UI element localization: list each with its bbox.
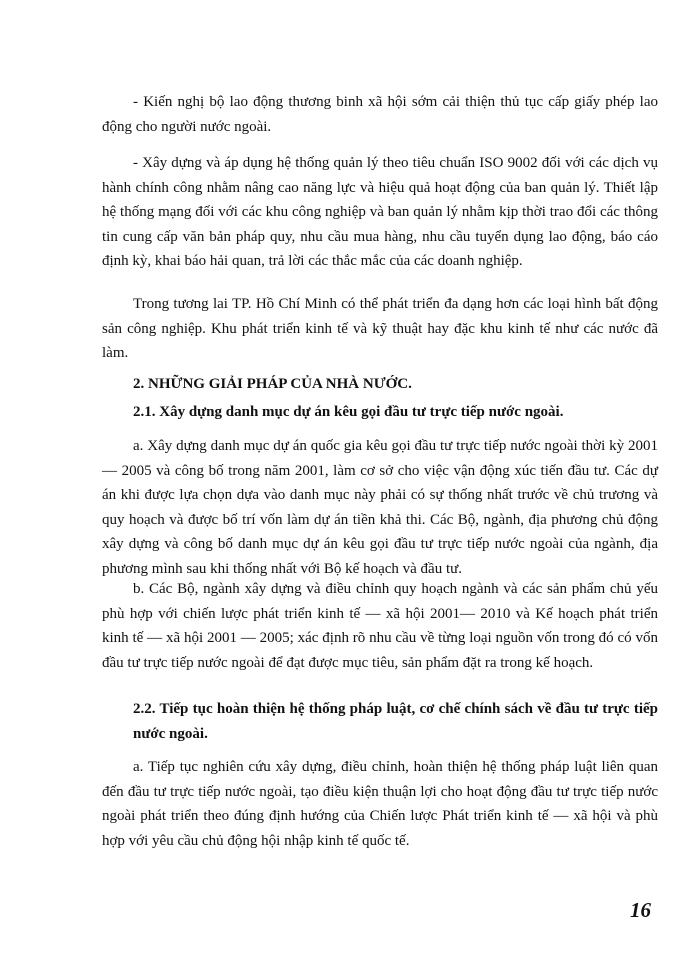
paragraph-future-development: Trong tương lai TP. Hồ Chí Minh có thể phát triển đa dạng hơn các loại hình bất động sản công nghiệp. Khu phát triển kinh tế và kỹ thuật hay đặc khu kinh tế như các nước đã làm. bbox=[102, 296, 658, 361]
paragraph-2-1-b: b. Các Bộ, ngành xây dựng và điều chỉnh quy hoạch ngành và các sản phẩm chủ yếu phù hợp với chiến lược phát triển kinh tế — xã hội 2001— 2010 và Kế hoạch phát triển kinh tế — xã hội 2001 — 2005; xác định rõ nhu cầu về từng loại nguồn vốn trong đó có vốn đầu tư trực tiếp nước ngoài để đạt được mục tiêu, sản phẩm đặt ra trong kế hoạch. bbox=[102, 581, 658, 671]
page-number: 16 bbox=[630, 898, 651, 922]
paragraph-labor-permit: - Kiến nghị bộ lao động thương binh xã hội sớm cải thiện thủ tục cấp giấy phép lao động cho người nước ngoài. bbox=[102, 94, 658, 135]
paragraph-2-1-a: a. Xây dựng danh mục dự án quốc gia kêu gọi đầu tư trực tiếp nước ngoài thời kỳ 2001 — 2005 và công bố trong năm 2001, làm cơ sở cho việc vận động xúc tiến đầu tư. Các dự án khi được lựa chọn dựa vào danh mục này phải có sự thống nhất trước về chủ trương và quy hoạch và được bố trí vốn làm dự án tiền khả thi. Các Bộ, ngành, địa phương chủ động xây dựng và công bố danh mục dự án kêu gọi đầu tư trực tiếp nước ngoài của ngành, địa phương mình sau khi thống nhất với Bộ kế hoạch và đầu tư. bbox=[102, 438, 658, 577]
paragraph-iso-9002: - Xây dựng và áp dụng hệ thống quản lý theo tiêu chuẩn ISO 9002 đối với các dịch vụ hành chính công nhằm nâng cao năng lực và hiệu quả hoạt động của ban quản lý. Thiết lập hệ thống mạng đối với các khu công nghiệp và ban quản lý nhằm kịp thời trao đổi các thông tin cung cấp văn bản pháp quy, nhu cầu mua hàng, nhu cầu tuyển dụng lao động, báo cáo định kỳ, khai báo hải quan, trả lời các thắc mắc của các doanh nghiệp. bbox=[102, 155, 658, 269]
subsection-heading-2-2: 2.2. Tiếp tục hoàn thiện hệ thống pháp luật, cơ chế chính sách về đầu tư trực tiếp nước ngoài. bbox=[133, 701, 658, 742]
section-heading-2: 2. NHỮNG GIẢI PHÁP CỦA NHÀ NƯỚC. bbox=[133, 376, 412, 392]
subsection-heading-2-1: 2.1. Xây dựng danh mục dự án kêu gọi đầu tư trực tiếp nước ngoài. bbox=[133, 404, 564, 420]
paragraph-2-2-a: a. Tiếp tục nghiên cứu xây dựng, điều chỉnh, hoàn thiện hệ thống pháp luật liên quan đến đầu tư trực tiếp nước ngoài, tạo điều kiện thuận lợi cho hoạt động đầu tư trực tiếp nước ngoài phát triển theo đúng định hướng của Chiến lược Phát triển kinh tế — xã hội và phù hợp với yêu cầu chủ động hội nhập kinh tế quốc tế. bbox=[102, 759, 658, 849]
